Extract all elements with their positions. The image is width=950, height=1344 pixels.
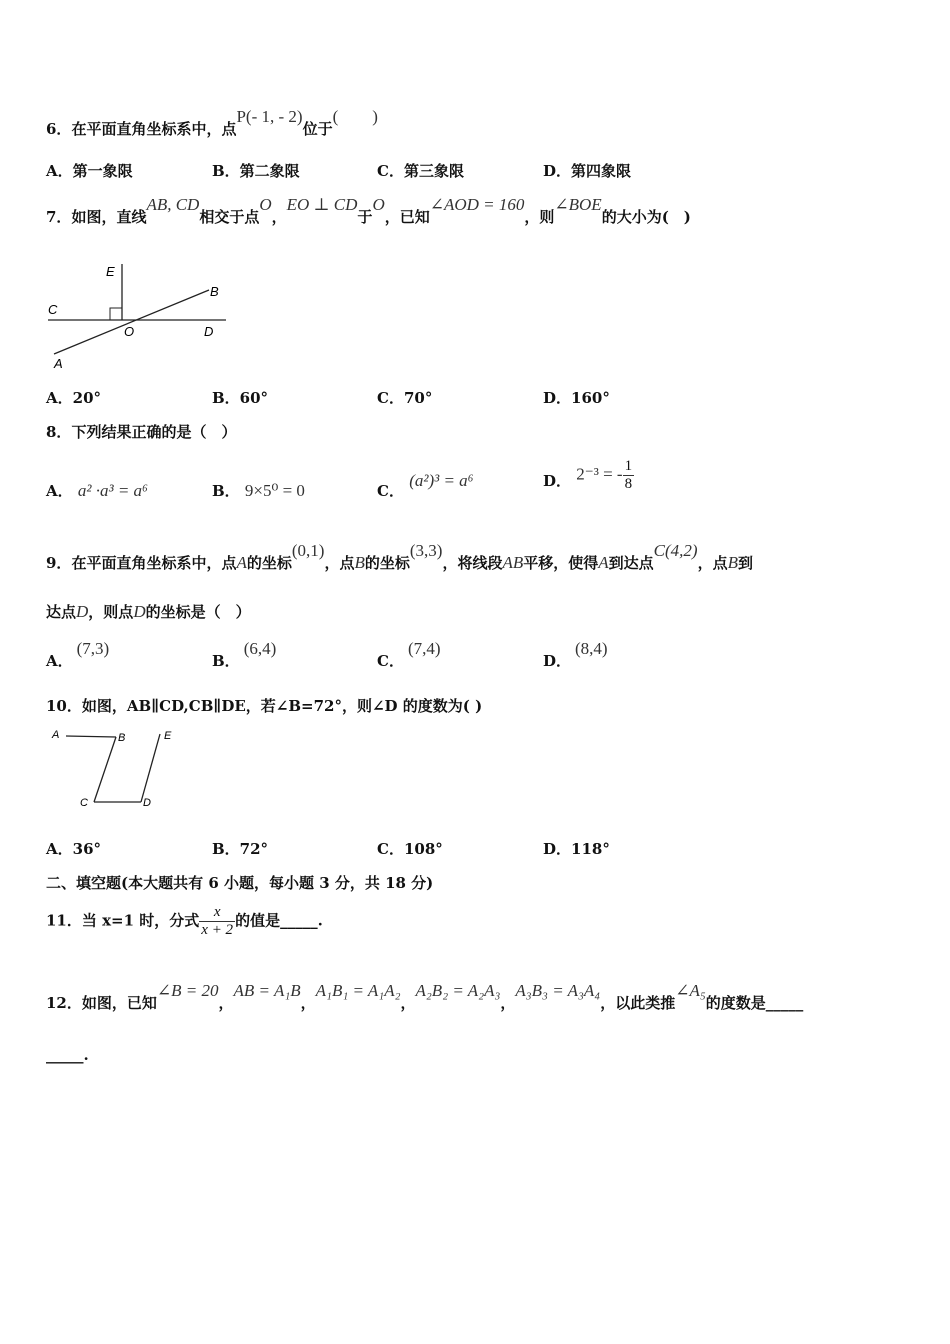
label-a: A [52,729,60,741]
q9-option-c[interactable] [377,638,441,670]
q7-point-o2: O [372,195,385,214]
q8-line [46,421,236,442]
q8-frac-den: 8 [624,476,633,492]
q7-text: 如图，直线 [71,208,147,226]
q9-value-c: (7,4) [407,639,441,658]
q12-eq4: A₃B₃ = A₃A₄ [515,981,601,1000]
label-c: C [48,302,58,317]
q9-text: 在平面直角坐标系中，点 [71,554,237,572]
q10-option-b[interactable]: B．72° [212,840,269,858]
q9-text: ，将线段 [442,554,503,572]
q12-eq3: A₂B₂ = A₂A₃ [415,981,501,1000]
q11-fraction [199,904,235,939]
label-c: C [80,797,88,809]
q8-label-b: B． [212,482,240,500]
q8-fraction-d [623,458,635,493]
q12-line1: 12．如图，已知∠B = 20，AB = A₁B，A₁B₁ = A₁A₂，A₂B₂ = A₂A₃，A₃B₃ = A₃A₄，以此类推∠A₅的度数是_____ [46,981,804,1012]
q7-angle-boe: ∠BOE [554,195,602,214]
q8-label-a: A． [46,482,73,500]
q7-text: ，已知 [384,208,430,226]
q11-text2: 的值是_____. [235,911,323,930]
q6-text: 在平面直角坐标系中，点 [71,120,237,138]
q8-expr-d: 2⁻³ = - [576,464,623,484]
q7-text: ， [271,208,287,226]
q12-eq1: AB = A₁B [233,981,301,1000]
q9-number: 9． [46,554,72,572]
q9-text: 平移，使得 [523,554,599,572]
q7-option-c[interactable]: C．70° [377,389,433,407]
q12-angle-a5: ∠A₅ [675,981,706,1000]
q10-number: 10． [46,697,82,715]
q10-option-d[interactable]: D．118° [543,840,610,858]
q11-frac-num: x [199,904,235,922]
label-o: O [124,324,135,339]
q6-option-b[interactable]: B．第二象限 [212,162,300,180]
q9-text: 到 [737,554,753,572]
q8-label-c: C． [377,482,404,500]
q12-number: 12． [46,994,82,1012]
q9-text: 到达点 [608,554,654,572]
label-d: D [204,324,214,339]
label-e: E [106,264,115,279]
q8-frac-num: 1 [624,458,633,474]
q12-blank: 的度数是_____ [705,994,804,1012]
q11-text: 当 x=1 时，分式 [81,911,200,930]
q8-option-c[interactable] [377,470,474,500]
q9-text: ，则点 [88,603,134,621]
q11-frac-den: x + 2 [201,922,234,938]
label-d: D [143,797,151,809]
q7-option-d[interactable]: D．160° [543,389,610,407]
q6-number: 6． [46,120,72,138]
q11-line [46,904,323,939]
q12-text: 如图，已知 [81,994,157,1012]
q9-point-d2: D [133,602,146,621]
q7-line [46,195,691,227]
q9-point-b2: B [727,553,738,572]
q10-option-a[interactable]: A．36° [46,840,102,858]
q7-text: 相交于点 [199,208,260,226]
q9-label-b: B． [212,652,240,670]
q8-number: 8． [46,423,72,441]
q9-option-d[interactable] [543,638,608,670]
q9-text: ，点 [324,554,355,572]
line-de [141,734,160,802]
line-ab [66,736,116,737]
q9-coord-b: (3,3) [409,541,443,560]
q8-expr-a: a² ·a³ = a⁶ [77,481,148,500]
label-a: A [54,356,63,371]
q9-text: 的坐标 [246,554,292,572]
q6-point: P(- 1, - 2) [236,107,303,126]
q9-segment: AB [502,553,524,572]
label-b: B [118,732,126,744]
q8-expr-b: 9×5⁰ = 0 [244,481,305,500]
q7-text: 于 [357,208,373,226]
label-b: B [210,284,219,299]
q9-text: 达点 [46,603,77,621]
section-2-heading: 二、填空题(本大题共有 6 小题，每小题 3 分，共 18 分) [46,874,434,892]
q6-text2: 位于 [302,120,333,138]
q10-line [46,695,482,716]
q11-number: 11． [46,911,82,930]
q9-text: 的坐标是（ ） [145,603,251,621]
line-ab [54,290,209,354]
q7-point-o: O [259,195,272,214]
q9-point-d: D [76,602,89,621]
q9-text: ，点 [697,554,728,572]
q6-line [46,107,378,139]
q9-point-c: C(4,2) [653,541,698,560]
q7-text: 的大小为( ) [601,208,691,226]
q7-option-a[interactable]: A．20° [46,389,102,407]
q9-value-b: (6,4) [243,639,277,658]
q6-option-d[interactable]: D．第四象限 [543,162,632,180]
q10-option-c[interactable]: C．108° [377,840,443,858]
q9-option-a[interactable] [46,638,110,670]
line-bc [94,737,116,802]
q9-value-a: (7,3) [76,639,110,658]
q7-number: 7． [46,208,72,226]
q7-text: ，则 [524,208,555,226]
q9-point-b: B [354,553,365,572]
q6-paren: ( ) [332,107,378,126]
q8-option-a[interactable] [46,480,148,501]
q9-coord-a: (0,1) [291,541,325,560]
q7-perp: EO ⊥ CD [286,195,358,214]
q12-eq2: A₁B₁ = A₁A₂ [315,981,401,1000]
q7-figure [44,258,234,372]
q8-option-b[interactable] [212,480,305,501]
q9-label-a: A． [46,652,73,670]
q9-label-d: D． [543,652,572,670]
q9-point-a: A [236,553,247,572]
q6-option-a[interactable]: A．第一象限 [46,162,133,180]
q7-option-b[interactable]: B．60° [212,389,269,407]
q12-angle-b: ∠B = 20 [156,981,219,1000]
q9-label-c: C． [377,652,404,670]
q6-option-c[interactable]: C．第三象限 [377,162,464,180]
q9-point-a2: A [598,553,609,572]
label-e: E [164,730,172,742]
q9-value-d: (8,4) [575,639,608,658]
q12-text: ，以此类推 [600,994,676,1012]
q8-option-d[interactable] [543,458,634,493]
q8-expr-c: (a²)³ = a⁶ [409,471,474,490]
q10-figure [46,724,186,814]
q9-option-b[interactable] [212,638,277,670]
q9-text: 的坐标 [364,554,410,572]
q8-text: 下列结果正确的是（ ） [71,423,237,441]
q9-line2 [46,601,251,622]
right-angle-mark [110,308,122,320]
q7-lines: AB, CD [146,195,200,214]
q7-angle-aod: ∠AOD = 160 [429,195,525,214]
q9-line1 [46,541,753,573]
q10-text: 如图，AB∥CD,CB∥DE，若∠B=72°，则∠D 的度数为( ) [81,697,483,715]
q8-label-d: D． [543,471,572,490]
q12-line2: _____. [46,1046,89,1064]
